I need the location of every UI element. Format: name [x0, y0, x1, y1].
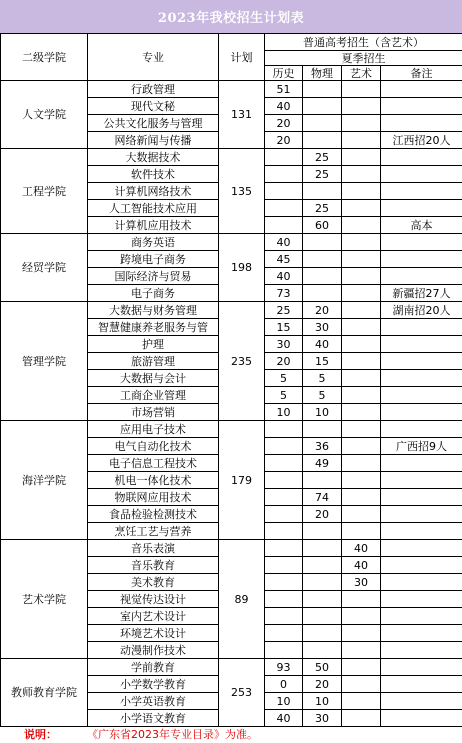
table-row [1, 234, 462, 251]
college-plan: 179 [219, 421, 265, 540]
remark [381, 81, 462, 98]
history-count: 40 [265, 234, 303, 251]
physics-count [303, 115, 342, 132]
remark [381, 319, 462, 336]
art-count [342, 98, 381, 115]
table-header [1, 34, 462, 81]
major-name: 现代文秘 [88, 98, 219, 115]
remark [381, 506, 462, 523]
physics-count: 25 [303, 166, 342, 183]
physics-count: 15 [303, 353, 342, 370]
art-count [342, 642, 381, 659]
header-college: 二级学院 [1, 34, 88, 81]
table-row [1, 659, 462, 676]
major-name: 市场营销 [88, 404, 219, 421]
remark [381, 608, 462, 625]
major-name: 行政管理 [88, 81, 219, 98]
remark [381, 336, 462, 353]
major-name: 国际经济与贸易 [88, 268, 219, 285]
history-count [265, 149, 303, 166]
history-count: 30 [265, 336, 303, 353]
physics-count: 25 [303, 200, 342, 217]
remark [381, 523, 462, 540]
major-name: 动漫制作技术 [88, 642, 219, 659]
major-name: 工商企业管理 [88, 387, 219, 404]
remark [381, 234, 462, 251]
history-count: 10 [265, 404, 303, 421]
physics-count: 49 [303, 455, 342, 472]
physics-count: 20 [303, 302, 342, 319]
footnote [0, 724, 462, 743]
remark [381, 557, 462, 574]
history-count [265, 608, 303, 625]
college-name: 管理学院 [1, 302, 88, 421]
art-count [342, 625, 381, 642]
history-count [265, 421, 303, 438]
history-count: 20 [265, 132, 303, 149]
physics-count: 20 [303, 676, 342, 693]
art-count [342, 676, 381, 693]
major-name: 大数据技术 [88, 149, 219, 166]
remark [381, 489, 462, 506]
remark [381, 625, 462, 642]
major-name: 机电一体化技术 [88, 472, 219, 489]
enrollment-plan-table [0, 33, 462, 727]
art-count [342, 353, 381, 370]
physics-count: 30 [303, 710, 342, 727]
remark [381, 387, 462, 404]
physics-count [303, 285, 342, 302]
major-name: 电子商务 [88, 285, 219, 302]
history-count: 40 [265, 710, 303, 727]
major-name: 烹饪工艺与营养 [88, 523, 219, 540]
major-name: 电子信息工程技术 [88, 455, 219, 472]
header-plan: 计划 [219, 34, 265, 81]
history-count [265, 489, 303, 506]
header-group: 普通高考招生（含艺术） [265, 34, 462, 51]
college-name: 海洋学院 [1, 421, 88, 540]
physics-count: 50 [303, 659, 342, 676]
history-count: 15 [265, 319, 303, 336]
physics-count [303, 472, 342, 489]
art-count [342, 489, 381, 506]
major-name: 音乐表演 [88, 540, 219, 557]
physics-count [303, 132, 342, 149]
physics-count: 25 [303, 149, 342, 166]
table-row [1, 421, 462, 438]
physics-count [303, 540, 342, 557]
physics-count: 36 [303, 438, 342, 455]
art-count [342, 285, 381, 302]
major-name: 视觉传达设计 [88, 591, 219, 608]
college-name: 人文学院 [1, 81, 88, 149]
physics-count: 30 [303, 319, 342, 336]
history-count [265, 625, 303, 642]
history-count: 40 [265, 98, 303, 115]
history-count [265, 200, 303, 217]
college-plan: 131 [219, 81, 265, 149]
history-count: 51 [265, 81, 303, 98]
college-name: 工程学院 [1, 149, 88, 234]
major-name: 护理 [88, 336, 219, 353]
college-name: 艺术学院 [1, 540, 88, 659]
history-count: 5 [265, 370, 303, 387]
physics-count: 5 [303, 370, 342, 387]
major-name: 小学数学教育 [88, 676, 219, 693]
remark [381, 149, 462, 166]
art-count [342, 115, 381, 132]
major-name: 软件技术 [88, 166, 219, 183]
art-count [342, 455, 381, 472]
art-count [342, 183, 381, 200]
major-name: 物联网应用技术 [88, 489, 219, 506]
college-name: 经贸学院 [1, 234, 88, 302]
table-row [1, 540, 462, 557]
major-name: 跨境电子商务 [88, 251, 219, 268]
history-count: 20 [265, 115, 303, 132]
history-count [265, 506, 303, 523]
remark: 新疆招27人 [381, 285, 462, 302]
art-count [342, 302, 381, 319]
remark [381, 472, 462, 489]
major-name: 食品检验检测技术 [88, 506, 219, 523]
header-major: 专业 [88, 34, 219, 81]
history-count: 93 [265, 659, 303, 676]
remark: 高本 [381, 217, 462, 234]
remark [381, 693, 462, 710]
remark [381, 642, 462, 659]
remark: 湖南招20人 [381, 302, 462, 319]
physics-count [303, 268, 342, 285]
art-count [342, 659, 381, 676]
table-title: 2023年我校招生计划表 [0, 0, 462, 33]
history-count [265, 438, 303, 455]
remark [381, 115, 462, 132]
college-plan: 135 [219, 149, 265, 234]
major-name: 小学语文教育 [88, 710, 219, 727]
remark [381, 370, 462, 387]
history-count [265, 523, 303, 540]
remark [381, 574, 462, 591]
remark [381, 676, 462, 693]
major-name: 网络新闻与传播 [88, 132, 219, 149]
physics-count: 60 [303, 217, 342, 234]
remark [381, 591, 462, 608]
history-count: 25 [265, 302, 303, 319]
major-name: 美术教育 [88, 574, 219, 591]
history-count: 0 [265, 676, 303, 693]
major-name: 计算机网络技术 [88, 183, 219, 200]
history-count: 40 [265, 268, 303, 285]
remark: 广西招9人 [381, 438, 462, 455]
history-count [265, 642, 303, 659]
physics-count [303, 574, 342, 591]
physics-count [303, 421, 342, 438]
remark: 江西招20人 [381, 132, 462, 149]
art-count [342, 506, 381, 523]
physics-count [303, 625, 342, 642]
table-row [1, 302, 462, 319]
physics-count: 40 [303, 336, 342, 353]
history-count [265, 166, 303, 183]
art-count [342, 370, 381, 387]
physics-count: 5 [303, 387, 342, 404]
history-count: 45 [265, 251, 303, 268]
major-name: 智慧健康养老服务与管 [88, 319, 219, 336]
table-row [1, 81, 462, 98]
footnote-label: 说明： [24, 727, 57, 741]
remark [381, 353, 462, 370]
history-count [265, 591, 303, 608]
physics-count: 74 [303, 489, 342, 506]
physics-count: 10 [303, 404, 342, 421]
art-count: 30 [342, 574, 381, 591]
major-name: 应用电子技术 [88, 421, 219, 438]
remark [381, 404, 462, 421]
physics-count [303, 642, 342, 659]
major-name: 计算机应用技术 [88, 217, 219, 234]
remark [381, 268, 462, 285]
history-count [265, 557, 303, 574]
art-count [342, 166, 381, 183]
major-name: 大数据与会计 [88, 370, 219, 387]
table-row [1, 149, 462, 166]
physics-count [303, 98, 342, 115]
art-count [342, 132, 381, 149]
header-history: 历史 [265, 66, 303, 81]
major-name: 电气自动化技术 [88, 438, 219, 455]
remark [381, 540, 462, 557]
college-plan: 89 [219, 540, 265, 659]
art-count [342, 200, 381, 217]
history-count: 5 [265, 387, 303, 404]
major-name: 音乐教育 [88, 557, 219, 574]
remark [381, 659, 462, 676]
physics-count: 10 [303, 693, 342, 710]
major-name: 室内艺术设计 [88, 608, 219, 625]
header-art: 艺术 [342, 66, 381, 81]
header-remark: 备注 [381, 66, 462, 81]
history-count [265, 455, 303, 472]
remark [381, 183, 462, 200]
art-count [342, 319, 381, 336]
art-count [342, 404, 381, 421]
physics-count [303, 251, 342, 268]
art-count [342, 523, 381, 540]
history-count [265, 183, 303, 200]
art-count [342, 438, 381, 455]
major-name: 商务英语 [88, 234, 219, 251]
major-name: 学前教育 [88, 659, 219, 676]
major-name: 小学英语教育 [88, 693, 219, 710]
major-name: 人工智能技术应用 [88, 200, 219, 217]
remark [381, 421, 462, 438]
history-count: 20 [265, 353, 303, 370]
art-count [342, 591, 381, 608]
major-name: 大数据与财务管理 [88, 302, 219, 319]
footnote-text: 《广东省2023年专业目录》为准。 [87, 727, 258, 741]
art-count [342, 421, 381, 438]
art-count: 40 [342, 557, 381, 574]
history-count [265, 472, 303, 489]
art-count [342, 336, 381, 353]
remark [381, 98, 462, 115]
major-name: 环境艺术设计 [88, 625, 219, 642]
header-season: 夏季招生 [265, 51, 462, 66]
remark [381, 455, 462, 472]
college-plan: 198 [219, 234, 265, 302]
art-count [342, 217, 381, 234]
major-name: 旅游管理 [88, 353, 219, 370]
physics-count: 20 [303, 506, 342, 523]
remark [381, 251, 462, 268]
header-physics: 物理 [303, 66, 342, 81]
physics-count [303, 523, 342, 540]
art-count [342, 472, 381, 489]
art-count [342, 81, 381, 98]
college-name: 教师教育学院 [1, 659, 88, 727]
history-count [265, 540, 303, 557]
college-plan: 253 [219, 659, 265, 727]
history-count: 10 [265, 693, 303, 710]
art-count [342, 693, 381, 710]
art-count [342, 387, 381, 404]
physics-count [303, 183, 342, 200]
history-count [265, 217, 303, 234]
table-body [1, 81, 462, 727]
physics-count [303, 234, 342, 251]
physics-count [303, 591, 342, 608]
art-count [342, 251, 381, 268]
art-count [342, 608, 381, 625]
physics-count [303, 557, 342, 574]
remark [381, 166, 462, 183]
remark [381, 200, 462, 217]
art-count [342, 268, 381, 285]
art-count: 40 [342, 540, 381, 557]
major-name: 公共文化服务与管理 [88, 115, 219, 132]
art-count [342, 234, 381, 251]
physics-count [303, 81, 342, 98]
art-count [342, 149, 381, 166]
physics-count [303, 608, 342, 625]
college-plan: 235 [219, 302, 265, 421]
history-count [265, 574, 303, 591]
history-count: 73 [265, 285, 303, 302]
